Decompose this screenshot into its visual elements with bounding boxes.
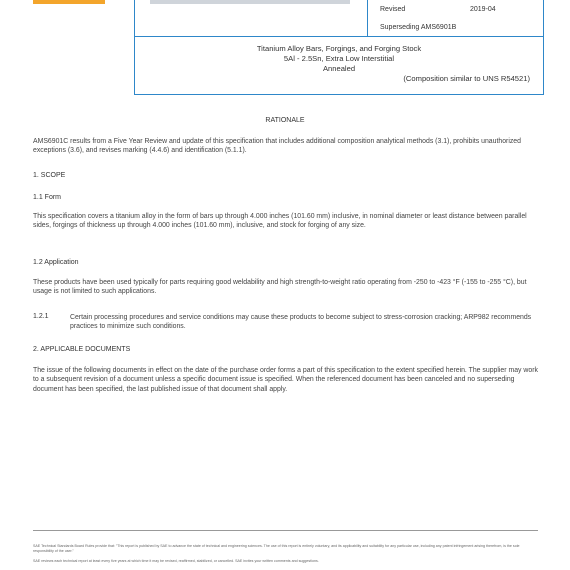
- form-text: This specification covers a titanium alloy in the form of bars up through 4.000 inches (101.60 mm) inclusive, in nominal diameter or least distance between parallel sides, forgings of thickness up through 4.000 inches (101.60 mm), inclusive, and stock for forging of any size.: [33, 213, 527, 230]
- note-text: Certain processing procedures and service conditions may cause these products to become subject to stress-corrosion cracking; ARP982 recommends practices to minimize such conditions.: [70, 314, 532, 331]
- application-heading: 1.2 Application: [33, 259, 79, 266]
- form-heading: 1.1 Form: [33, 194, 62, 201]
- document-title: [134, 44, 544, 84]
- scope-heading: 1. SCOPE: [33, 172, 66, 179]
- header-divider-vertical: [367, 0, 368, 36]
- rationale-text: AMS6901C results from a Five Year Review and update of this specification that includes additional composition analytical methods (3.1), prohibits unauthorized exceptions (3.6), and revises marking (4.4.6) and identification (5.1.1).: [33, 138, 521, 155]
- footer-review-note: SAE reviews each technical report at least every five years at which time it may be revised, reaffirmed, stabilized, or cancelled. SAE invites your written comments and suggestions.: [33, 559, 319, 563]
- applicable-documents-heading: 2. APPLICABLE DOCUMENTS: [33, 346, 131, 353]
- header-divider-horizontal: [134, 36, 544, 37]
- revised-date: 2019-04: [470, 6, 496, 13]
- sae-logo: [33, 0, 105, 4]
- footer-divider: [33, 530, 538, 531]
- applicable-documents-text: The issue of the following documents in effect on the date of the purchase order forms a part of this specification to the extent specified herein. The supplier may work to a subsequent revision of a document unless a specific document issue is specified. When the referenced document has been canceled and no superseding document has been specified, the last published issue of that document shall apply.: [33, 367, 538, 393]
- title-line-1: Titanium Alloy Bars, Forgings, and Forging Stock: [256, 44, 422, 53]
- title-line-2: 5Al - 2.5Sn, Extra Low Interstitial: [283, 54, 395, 63]
- title-line-3: Annealed: [322, 64, 356, 73]
- superseding-note: Superseding AMS6901B: [380, 24, 457, 31]
- footer-disclaimer: SAE Technical Standards Board Rules provide that: "This report is published by SAE to advance the state of technical and engineering sciences. The use of this report is entirely voluntary, and its applicability and suitability for any particular use, including any patent infringement arising therefrom, is the sole responsibility of the user.": [33, 544, 520, 553]
- rationale-heading: RATIONALE: [265, 117, 305, 124]
- application-text: These products have been used typically for parts requiring good weldability and high strength-to-weight ratio operating from -250 to -423 °F (-155 to -255 °C), but usage is not limited to such applications.: [33, 279, 527, 296]
- note-number: 1.2.1: [33, 313, 49, 320]
- revised-label: Revised: [380, 6, 406, 13]
- title-line-4: (Composition similar to UNS R54521): [403, 74, 530, 83]
- header-title-bar: [150, 0, 350, 4]
